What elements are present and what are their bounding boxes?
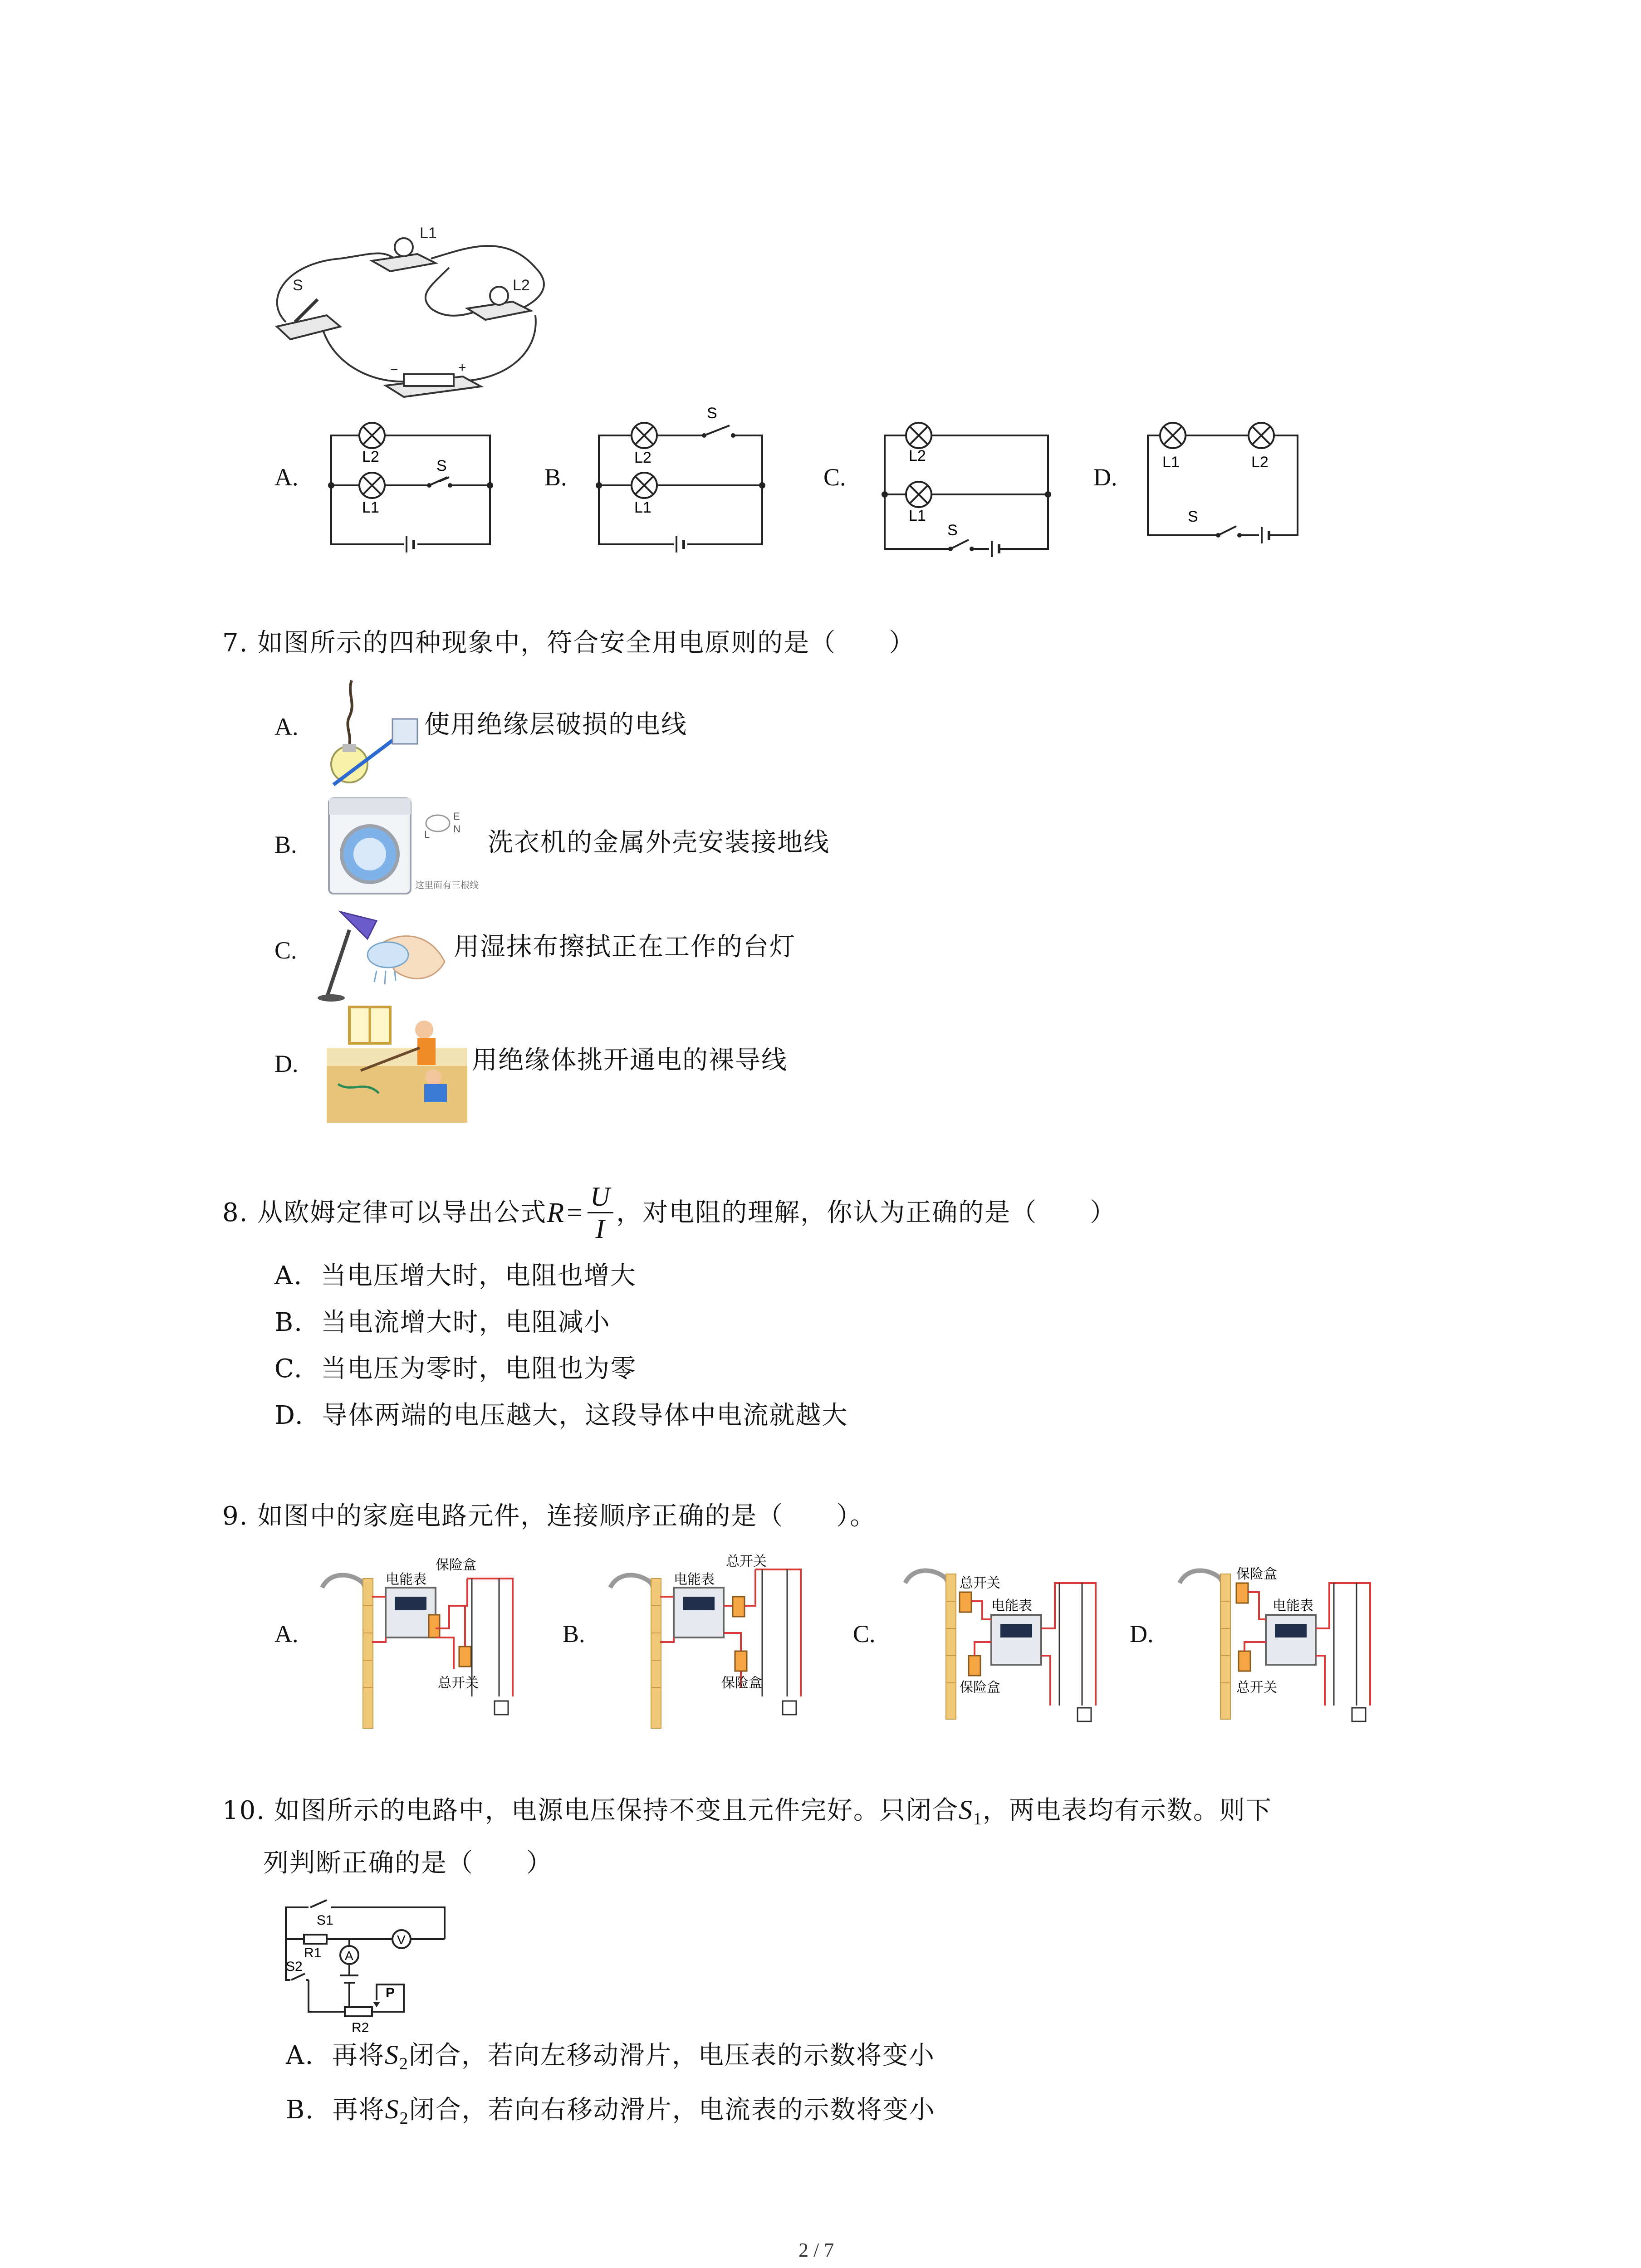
q10-circuit-diagram (277, 1894, 449, 2039)
q9-stem: 9. 如图中的家庭电路元件，连接顺序正确的是（ ）。 (222, 1501, 877, 1531)
q6-b-label-s: S (707, 405, 717, 422)
q9-option-d-diagram[interactable] (1175, 1551, 1384, 1733)
q9-b-label-switch: 总开关 (726, 1554, 767, 1569)
q6-d-label-l2: L2 (1251, 454, 1269, 471)
q6-option-b-letter[interactable]: B. (544, 464, 567, 491)
q8-option-b[interactable]: B. 当电流增大时，电阻减小 (274, 1308, 611, 1337)
q8-formula-fraction (588, 1183, 613, 1242)
q10-label-s2: S2 (286, 1959, 303, 1974)
q6-option-a-letter[interactable]: A. (274, 464, 299, 491)
q10-stem-line1 (222, 1796, 1272, 1828)
q9-option-c-letter[interactable]: C. (853, 1620, 876, 1647)
q8-option-d[interactable]: D. 导体两端的电压越大，这段导体中电流就越大 (274, 1401, 848, 1430)
q8-formula-denominator: I (595, 1214, 606, 1244)
page-number: 2 / 7 (798, 2239, 834, 2261)
q7-option-a-letter[interactable]: A. (274, 713, 299, 740)
q6-option-b-diagram[interactable] (585, 395, 776, 558)
q8-option-c[interactable]: C. 当电压为零时，电阻也为零 (274, 1354, 637, 1383)
q6-b-label-l1: L1 (634, 499, 652, 516)
q6-d-label-s: S (1188, 508, 1198, 525)
q10-label-a: A (345, 1949, 353, 1963)
q9-option-d-letter[interactable]: D. (1130, 1620, 1154, 1647)
q10-stem-line1-after: ，两电表均有示数。则下 (982, 1796, 1272, 1825)
q8-stem-before: 8. 从欧姆定律可以导出公式 (222, 1198, 547, 1227)
q8-formula-numerator: U (588, 1183, 613, 1213)
q9-a-label-meter: 电能表 (386, 1572, 426, 1587)
q7-stem: 7. 如图所示的四种现象中，符合安全用电原则的是（ ） (222, 628, 916, 658)
q10-stem-s1: S (958, 1795, 973, 1825)
q10-stem-s1-sub: 1 (973, 1809, 983, 1829)
q9-option-a-diagram[interactable] (318, 1551, 526, 1733)
q10-stem-line2: 列判断正确的是（ ） (263, 1848, 553, 1878)
q10-label-p: P (386, 1985, 395, 2000)
svg-text:E: E (453, 811, 460, 822)
q9-option-b-letter[interactable]: B. (563, 1620, 585, 1647)
q9-a-label-switch: 总开关 (438, 1676, 479, 1691)
q6-option-d-letter[interactable]: D. (1093, 464, 1117, 491)
q7-option-b-text: 洗衣机的金属外壳安装接地线 (488, 828, 830, 857)
q6-c-label-l1: L1 (909, 507, 926, 524)
q7-option-b-letter[interactable]: B. (274, 831, 297, 858)
q6-a-label-s: S (436, 457, 447, 474)
q6-physical-label-s: S (293, 277, 303, 294)
q9-c-label-switch: 总开关 (960, 1576, 1000, 1591)
q8-option-a[interactable]: A. 当电压增大时，电阻也增大 (274, 1261, 637, 1290)
q6-option-a-diagram[interactable] (318, 404, 499, 558)
q6-c-label-l2: L2 (909, 447, 926, 464)
q10-label-v: V (397, 1933, 406, 1947)
q7-c-desk-lamp-image (313, 903, 449, 1002)
q9-b-label-fuse: 保险盒 (721, 1676, 762, 1691)
q10-label-r2: R2 (352, 2020, 369, 2035)
svg-text:+: + (458, 360, 466, 375)
q10-label-s1: S1 (317, 1913, 333, 1928)
q6-option-c-diagram[interactable] (871, 404, 1053, 567)
q6-b-label-l2: L2 (634, 449, 652, 466)
q7-option-d-letter[interactable]: D. (274, 1050, 299, 1077)
q7-option-c-letter[interactable]: C. (274, 937, 297, 964)
svg-text:N: N (453, 823, 460, 835)
q6-a-label-l1: L1 (362, 499, 379, 516)
q10-stem-line1-before: 10. 如图所示的电路中，电源电压保持不变且元件完好。只闭合 (222, 1796, 959, 1825)
q8-stem (222, 1183, 1116, 1242)
q9-option-c-diagram[interactable] (901, 1551, 1109, 1733)
q9-b-label-meter: 电能表 (674, 1572, 715, 1587)
q9-c-label-fuse: 保险盒 (960, 1680, 1000, 1695)
q9-c-label-meter: 电能表 (991, 1598, 1032, 1613)
svg-text:−: − (390, 362, 398, 377)
q6-d-label-l1: L1 (1162, 454, 1180, 471)
q9-d-label-fuse: 保险盒 (1236, 1567, 1277, 1582)
svg-text:L: L (424, 829, 430, 840)
q9-d-label-switch: 总开关 (1236, 1680, 1277, 1695)
q7-d-rescue-scene-image (324, 1002, 470, 1125)
q9-option-a-letter[interactable]: A. (274, 1620, 299, 1647)
q9-a-label-fuse: 保险盒 (436, 1558, 476, 1573)
q8-formula-lhs: R= (547, 1197, 585, 1228)
q9-option-b-diagram[interactable] (606, 1551, 814, 1733)
q6-physical-circuit (268, 218, 558, 408)
q6-physical-label-l2: L2 (513, 277, 530, 294)
q6-a-label-l2: L2 (362, 448, 379, 465)
q7-option-c-text: 用湿抹布擦拭正在工作的台灯 (454, 932, 796, 962)
q9-d-label-meter: 电能表 (1273, 1598, 1313, 1613)
q7-b-caption: 这里面有三根线 (415, 880, 479, 890)
q7-option-a-text: 使用绝缘层破损的电线 (424, 710, 687, 739)
q10-label-r1: R1 (304, 1945, 322, 1960)
q8-stem-after: ，对电阻的理解，你认为正确的是（ ） (616, 1198, 1117, 1227)
q6-option-c-letter[interactable]: C. (823, 464, 846, 491)
q6-c-label-s: S (947, 522, 958, 539)
q10-option-a[interactable]: A. 再将$S_2$闭合，若向左移动滑片，电压表的示数将变小 (286, 2040, 935, 2074)
q6-physical-label-l1: L1 (420, 225, 437, 242)
q7-a-damaged-wire-image (324, 676, 424, 789)
q6-option-d-diagram[interactable] (1134, 413, 1307, 549)
q7-option-d-text: 用绝缘体挑开通电的裸导线 (472, 1046, 788, 1075)
q10-option-b[interactable]: B. 再将$S_2$闭合，若向右移动滑片，电流表的示数将变小 (286, 2094, 936, 2128)
